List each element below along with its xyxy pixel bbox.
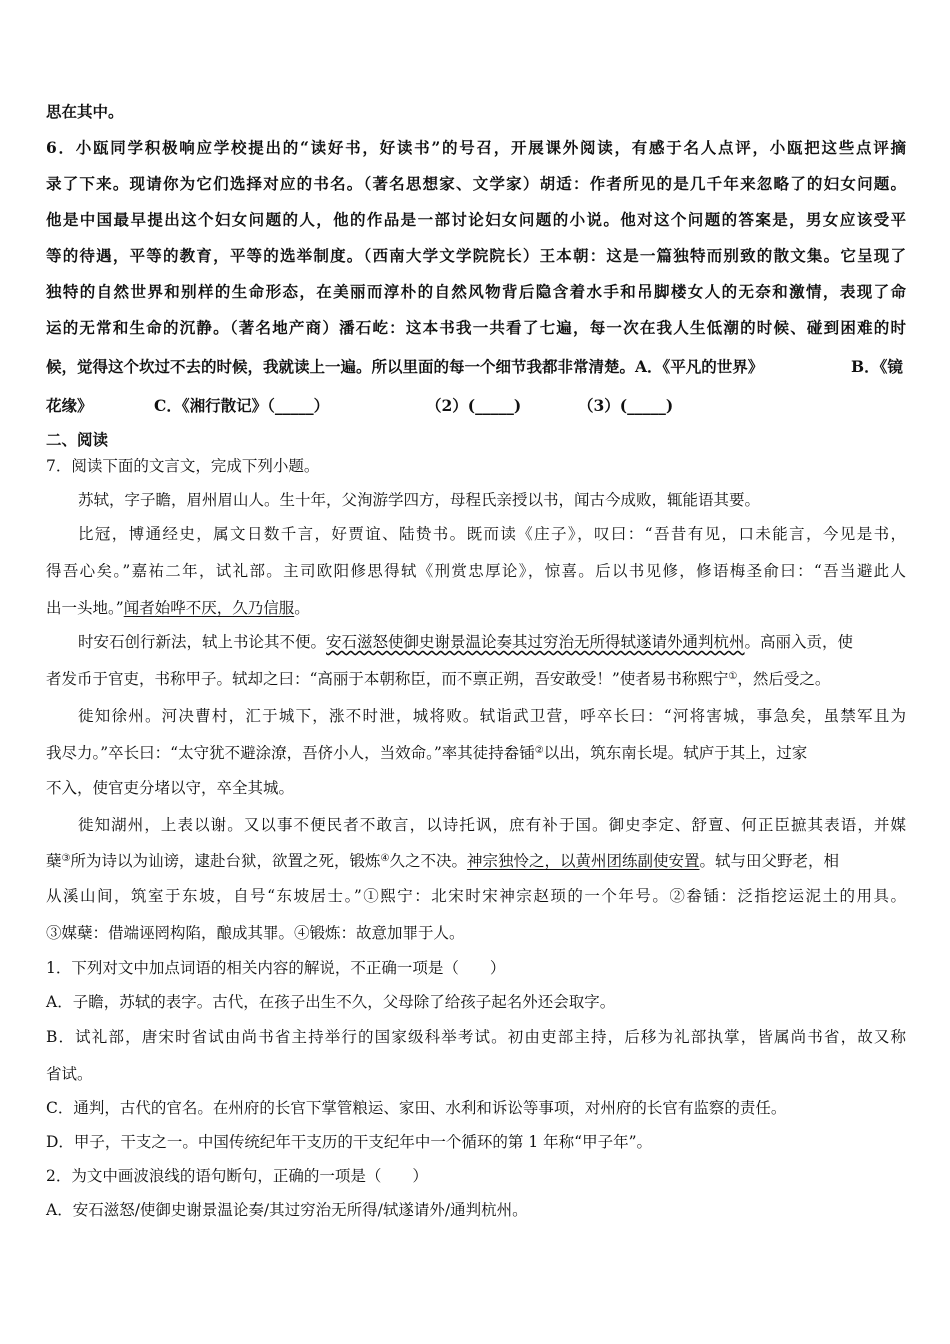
q6-line-3: 他是中国最早提出这个妇女问题的人，他的作品是一部讨论妇女问题的小说。他对这个问题的答案是，男女应该受平 — [46, 210, 906, 229]
passage-text: 时安石创行新法，轼上书论其不便。 — [78, 633, 327, 651]
q6-line-5: 独特的自然世界和别样的生命形态，在美丽而淳朴的自然风物背后隐含着水手和吊脚楼女人的无奈和激情，表现了命 — [46, 282, 906, 301]
footnote-mark-1: ① — [728, 671, 738, 682]
passage-text: 以出，筑东南长堤。轼庐于其上，过家 — [543, 744, 808, 762]
passage-p2-line3 — [46, 597, 906, 619]
q1-option-b-line2: 省试。 — [46, 1065, 93, 1083]
passage-text: ，然后受之。 — [737, 670, 831, 688]
wavy-underlined-sentence: 安石滋怒使御史谢景温论奏其过穷治无所得轼遂请外通判杭州 — [326, 633, 745, 651]
q6-blank-3: （3）(_____) — [578, 396, 674, 415]
q6-line-8 — [46, 395, 906, 417]
q1-option-b-line1: B．试礼部，唐宋时省试由尚书省主持举行的国家级科举考试。初由吏部主持，后移为礼部执掌，皆属尚书省，故又称 — [46, 1028, 906, 1046]
passage-text: 久之不决。 — [389, 852, 467, 870]
passage-text: 。轼与田父野老，相 — [699, 852, 840, 870]
passage-p2-line1: 比冠，博通经史，属文日数千言，好贾谊、陆贽书。既而读《庄子》，叹曰：“吾昔有见，口未能言，今见是书， — [78, 525, 906, 543]
footnote-mark-3: ③ — [61, 853, 71, 864]
q6-line-7 — [46, 356, 906, 378]
q6-option-b-end: 花缘》 — [46, 396, 93, 415]
footnote-mark-4: ④ — [380, 853, 390, 864]
q6-line-6: 运的无常和生命的沉静。（著名地产商）潘石屹：这本书我一共看了七遍，每一次在我人生低潮的时候、碰到困难的时 — [46, 318, 906, 337]
passage-text: 所为诗以为讪谤，逮赴台狱，欲置之死，锻炼 — [70, 852, 381, 870]
passage-text: 我尽力。”卒长曰：“太守犹不避涂潦，吾侪小人，当效命。”率其徒持畚锸 — [46, 744, 535, 762]
q1-option-a: A．子瞻，苏轼的表字。古代，在孩子出生不久，父母除了给孩子起名外还会取字。 — [46, 993, 616, 1011]
passage-text: 出一头地。” — [46, 599, 124, 617]
q6-line-2: 录了下来。现请你为它们选择对应的书名。（著名思想家、文学家）胡适：作者所见的是几千年来忽略了的妇女问题。 — [46, 174, 906, 193]
footnote-mark-2: ② — [534, 745, 544, 756]
underlined-sentence-2: 神宗独怜之，以黄州团练副使安置 — [466, 852, 700, 870]
q6-option-a: 候，觉得这个坎过不去的时候，我就读上一遍。所以里面的每一个细节我都非常清楚。A．《平凡的世界》 — [46, 357, 764, 376]
passage-text: 。 — [294, 599, 310, 617]
q1-option-d: D．甲子，干支之一。中国传统纪年干支历的干支纪年中一个循环的第 1 年称“甲子年”。 — [46, 1133, 652, 1151]
passage-p3-line2 — [46, 668, 906, 690]
passage-text: 者发币于官吏，书称甲子。轼却之曰：“高丽于本朝称臣，而不禀正朔，吾安敢受！”使者易书称熙宁 — [46, 670, 729, 688]
q6-blank-2: （2）(_____) — [426, 396, 522, 415]
passage-text: 蘖 — [46, 852, 62, 870]
passage-p1: 苏轼，字子瞻，眉州眉山人。生十年，父洵游学四方，母程氏亲授以书，闻古今成败，辄能语其要。 — [78, 491, 761, 509]
q6-line-4: 等的待遇，平等的教育，平等的选举制度。（西南大学文学院院长）王本朝：这是一篇独特而别致的散文集。它呈现了 — [46, 246, 906, 265]
q6-option-b-start: B．《镜 — [851, 357, 903, 376]
q2-option-a: A．安石滋怒/使御史谢景温论奏/其过穷治无所得/轼遂请外/通判杭州。 — [46, 1201, 528, 1219]
passage-p4-line2 — [46, 742, 906, 764]
footnotes-line: ③媒蘖：借端诬罔构陷，酿成其罪。④锻炼：故意加罪于人。 — [46, 924, 465, 942]
passage-p5-line1: 徙知湖州，上表以谢。又以事不便民者不敢言，以诗托讽，庶有补于国。御史李定、舒亶、何正臣摭其表语，并媒 — [78, 816, 906, 834]
passage-p5-line3: 从溪山间，筑室于东坡，自号“东坡居士。”①熙宁：北宋时宋神宗赵顼的一个年号。②畚锸：泛指挖运泥土的用具。 — [46, 887, 906, 905]
passage-text: 。高丽入贡，使 — [744, 633, 854, 651]
passage-p4-line3: 不入，使官吏分堵以守，卒全其城。 — [46, 779, 295, 797]
q1-option-c: C．通判，古代的官名。在州府的长官下掌管粮运、家田、水利和诉讼等事项，对州府的长官有监察的责任。 — [46, 1099, 787, 1117]
section-heading: 二、阅读 — [46, 430, 109, 449]
passage-p2-line2: 得吾心矣。”嘉祐二年，试礼部。主司欧阳修思得轼《刑赏忠厚论》，惊喜。后以书见修，修语梅圣俞曰：“吾当避此人 — [46, 562, 906, 580]
question-1: 1．下列对文中加点词语的相关内容的解说，不正确一项是（ ） — [46, 959, 506, 977]
q7-intro: 7．阅读下面的文言文，完成下列小题。 — [46, 457, 320, 475]
passage-p5-line2 — [46, 850, 906, 872]
passage-p4-line1: 徙知徐州。河决曹村，汇于城下，涨不时泄，城将败。轼诣武卫营，呼卒长曰：“河将害城，事急矣，虽禁军且为 — [78, 707, 906, 725]
passage-p3-line1 — [78, 631, 906, 653]
q6-line-1: 6．小瓯同学积极响应学校提出的“读好书，好读书”的号召，开展课外阅读，有感于名人点评，小瓯把这些点评摘 — [46, 138, 906, 157]
q6-line-0: 思在其中。 — [46, 102, 124, 121]
q6-option-c-blank1: C．《湘行散记》（_____） — [154, 396, 330, 415]
underlined-sentence: 闻者始哗不厌，久乃信服 — [123, 599, 295, 617]
question-2: 2．为文中画波浪线的语句断句，正确的一项是（ ） — [46, 1167, 428, 1185]
